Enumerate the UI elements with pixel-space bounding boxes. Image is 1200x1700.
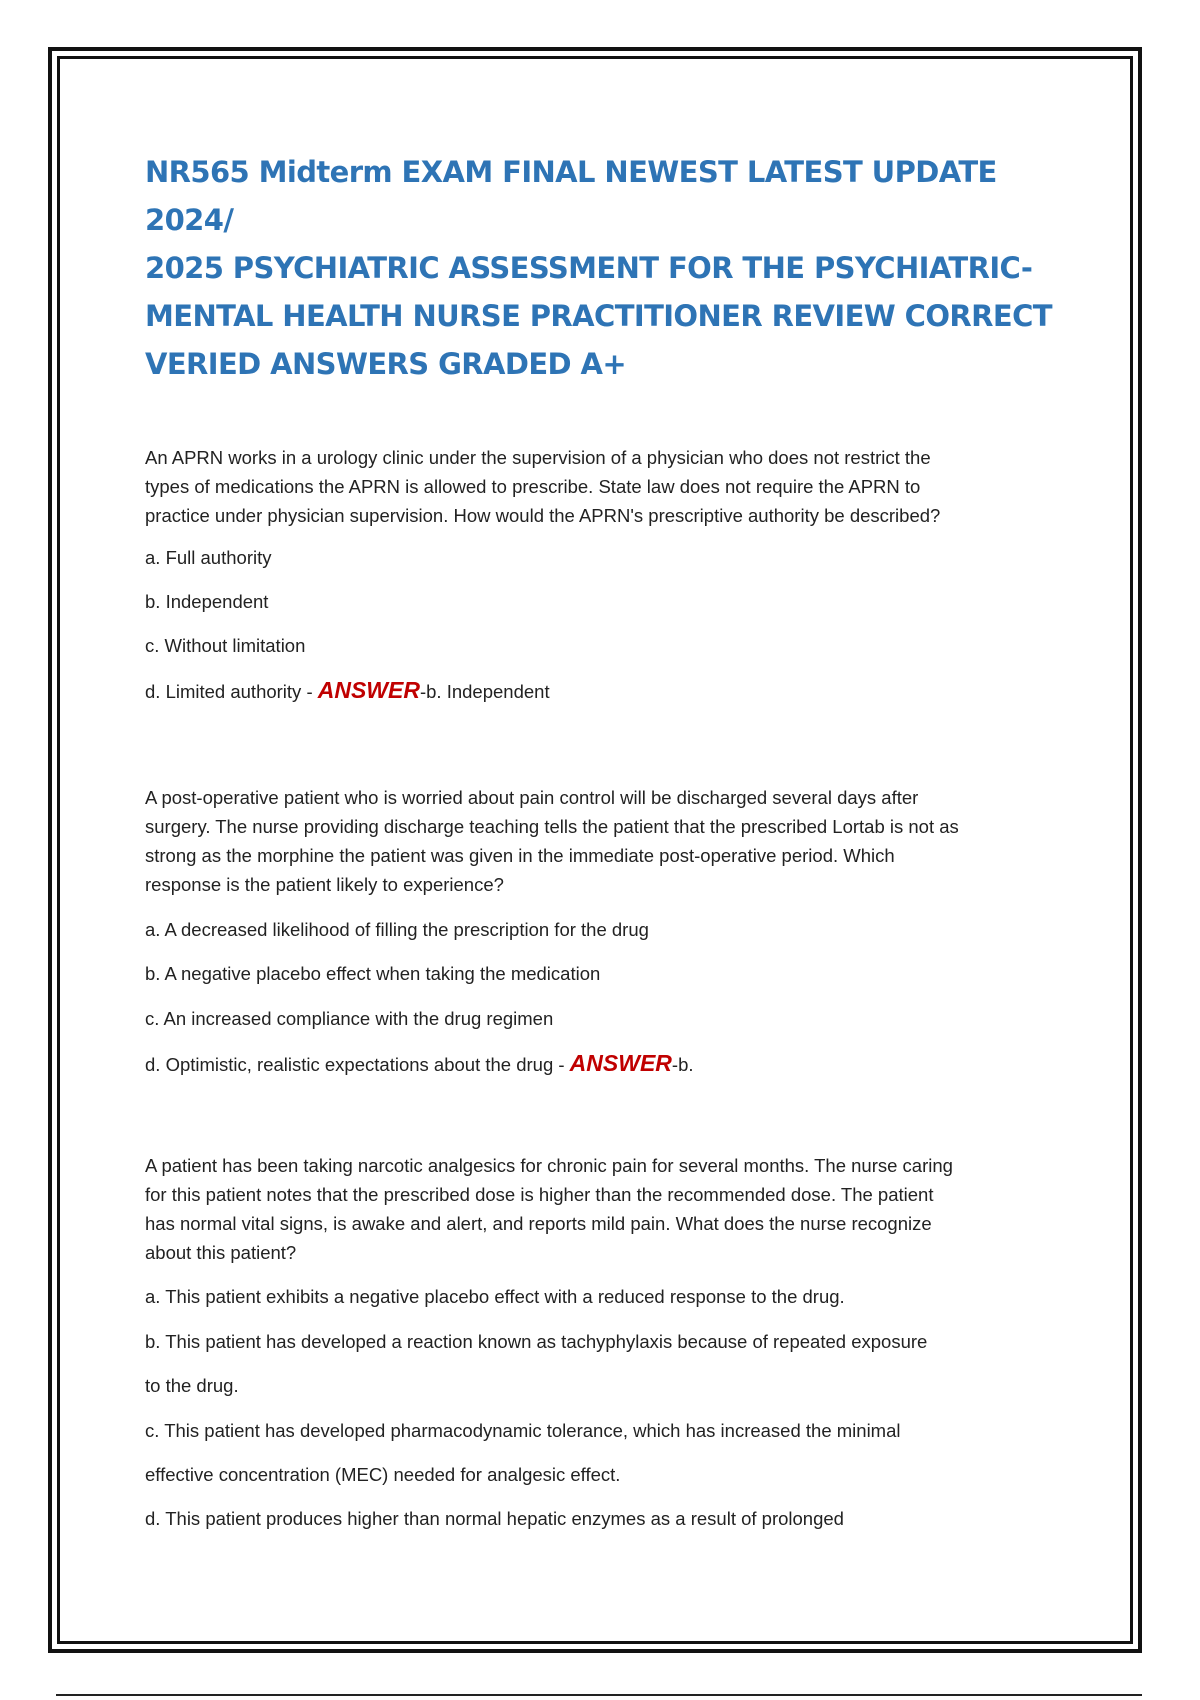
option-b-continued: to the drug. bbox=[145, 1375, 239, 1396]
option-d bbox=[145, 1049, 1065, 1079]
document-title bbox=[145, 148, 1065, 388]
question-1 bbox=[145, 443, 1065, 706]
question-stem bbox=[145, 443, 1065, 530]
stem-line: An APRN works in a urology clinic under the supervision of a physician who does not restrict the bbox=[145, 447, 931, 468]
option-a: a. A decreased likelihood of filling the prescription for the drug bbox=[145, 919, 649, 940]
title-line: NR565 Midterm EXAM FINAL NEWEST LATEST UPDATE 2024/ bbox=[145, 155, 997, 237]
title-section bbox=[145, 148, 1065, 388]
option-c: c. This patient has developed pharmacodynamic tolerance, which has increased the minimal bbox=[145, 1420, 901, 1441]
answer-value: -b. Independent bbox=[419, 681, 550, 702]
stem-line: practice under physician supervision. How would the APRN's prescriptive authority be described? bbox=[145, 505, 941, 526]
option-b: b. A negative placebo effect when taking the medication bbox=[145, 963, 601, 984]
stem-line: for this patient notes that the prescribed dose is higher than the recommended dose. The patient bbox=[145, 1184, 934, 1205]
answer-label: ANSWER bbox=[569, 1050, 672, 1076]
stem-line: strong as the morphine the patient was given in the immediate post-operative period. Which bbox=[145, 845, 895, 866]
title-line: 2025 PSYCHIATRIC ASSESSMENT FOR THE PSYCHIATRIC- bbox=[145, 251, 1033, 285]
option-d: d. This patient produces higher than normal hepatic enzymes as a result of prolonged bbox=[145, 1508, 844, 1529]
option-b: b. Independent bbox=[145, 591, 269, 612]
stem-line: A post-operative patient who is worried about pain control will be discharged several days after bbox=[145, 787, 919, 808]
option-b: b. This patient has developed a reaction known as tachyphylaxis because of repeated exposure bbox=[145, 1331, 928, 1352]
stem-line: surgery. The nurse providing discharge teaching tells the patient that the prescribed Lortab is not as bbox=[145, 816, 959, 837]
question-2 bbox=[145, 783, 1065, 1079]
answer-value: -b. bbox=[671, 1054, 694, 1075]
title-line: VERIED ANSWERS GRADED A+ bbox=[145, 347, 627, 381]
stem-line: has normal vital signs, is awake and alert, and reports mild pain. What does the nurse recognize bbox=[145, 1213, 932, 1234]
option-c-continued: effective concentration (MEC) needed for analgesic effect. bbox=[145, 1464, 621, 1485]
option-a: a. This patient exhibits a negative placebo effect with a reduced response to the drug. bbox=[145, 1286, 845, 1307]
page-divider bbox=[56, 1694, 1142, 1696]
stem-line: types of medications the APRN is allowed to prescribe. State law does not require the APRN to bbox=[145, 476, 921, 497]
question-stem bbox=[145, 783, 1065, 899]
option-d bbox=[145, 676, 1065, 706]
stem-line: response is the patient likely to experience? bbox=[145, 874, 504, 895]
title-line: MENTAL HEALTH NURSE PRACTITIONER REVIEW CORRECT bbox=[145, 299, 1052, 333]
stem-line: A patient has been taking narcotic analgesics for chronic pain for several months. The nurse caring bbox=[145, 1155, 953, 1176]
option-c: c. Without limitation bbox=[145, 635, 306, 656]
stem-line: about this patient? bbox=[145, 1242, 297, 1263]
question-stem bbox=[145, 1151, 1065, 1267]
option-d-text: d. Optimistic, realistic expectations about the drug - bbox=[145, 1054, 570, 1075]
option-d-text: d. Limited authority - bbox=[145, 681, 318, 702]
answer-label: ANSWER bbox=[317, 677, 420, 703]
question-3 bbox=[145, 1151, 1065, 1533]
option-c: c. An increased compliance with the drug regimen bbox=[145, 1008, 554, 1029]
option-a: a. Full authority bbox=[145, 547, 272, 568]
